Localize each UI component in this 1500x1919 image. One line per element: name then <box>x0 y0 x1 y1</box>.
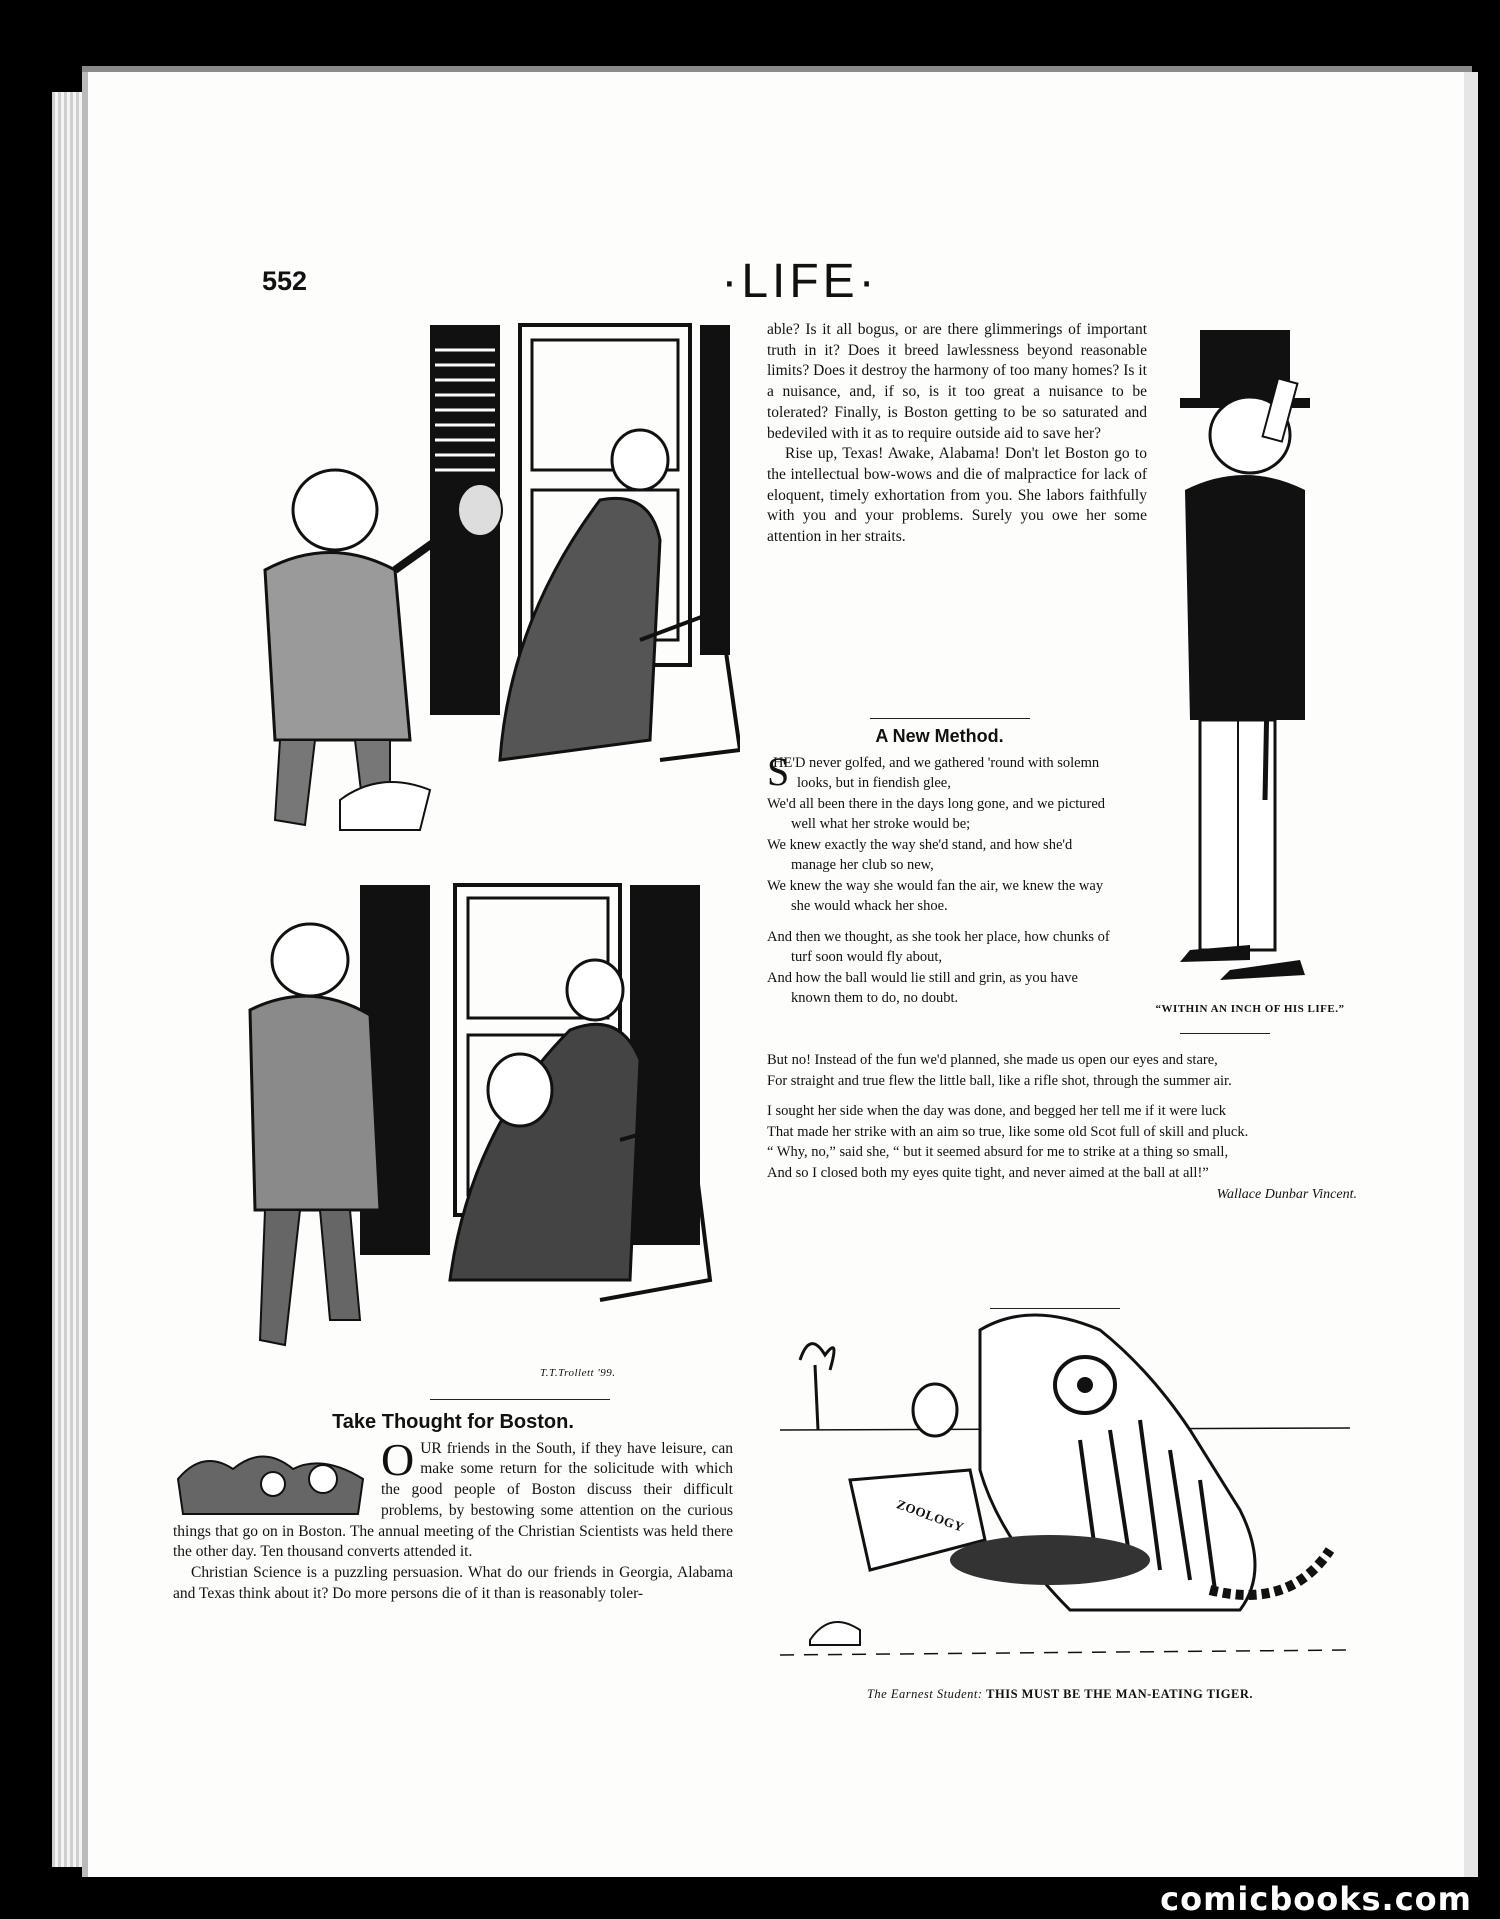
poem-line-10: That made her strike with an aim so true, like some old Scot full of skill and pluck. <box>767 1123 1249 1140</box>
poem-line-8: For straight and true flew the little ball, like a rifle shot, through the summer air. <box>767 1072 1232 1089</box>
poem-line-5: And then we thought, as she took her place, how chunks of turf soon would fly about, <box>767 928 1110 966</box>
porch-illustration-bottom <box>220 880 740 1380</box>
page-stack-edge <box>52 92 86 1867</box>
poem-line-1-text: HE'D never golfed, and we gathered 'round with solemn looks, but in fiendish glee, <box>773 754 1100 792</box>
boston-heading: Take Thought for Boston. <box>332 1411 574 1433</box>
poem-line-11: “ Why, no,” said she, “ but it seemed absurd for me to strike at a thing so small, <box>767 1144 1229 1160</box>
poem-wide-section <box>767 1050 1357 1206</box>
masthead-title: ·LIFE· <box>721 255 879 308</box>
tiger-caption-text: THIS MUST BE THE MAN-EATING TIGER. <box>986 1687 1253 1701</box>
boston-para-1: UR friends in the South, if they have leisure, can make some return for the solicitude with which the good people of Boston discuss their difficult problems, by bestowing some attention on the curious things that go on in Boston. The annual meeting of the Christian Scientists was held there the other day. Ten thousand converts attended it. <box>173 1439 733 1561</box>
boston-vignette <box>173 1439 373 1519</box>
poem-line-6: And how the ball would lie still and grin, as you have known them to do, no doubt. <box>767 969 1078 1007</box>
watermark: comicbooks.com <box>1160 1880 1472 1918</box>
boston-para-3: Rise up, Texas! Awake, Alabama! Don't let Boston go to the intellectual bow-wows and die of malpractice for lack of eloquent, timely exhortation from you. She labors faithfully with you and your problems. Surely you owe her some attention in her straits. <box>767 445 1147 546</box>
poem-line-9: I sought her side when the day was done, and begged her tell me if it were luck <box>767 1103 1227 1119</box>
boston-para-2: Christian Science is a puzzling persuasion. What do our friends in Georgia, Alabama and Texas think about it? Do more persons die of it than is reasonably toler- <box>173 1563 733 1602</box>
top-hat-caption: “WITHIN AN INCH OF HIS LIFE.” <box>1155 1003 1345 1015</box>
poem-line-1: S HE'D never golfed, and we gathered 'round with solemn looks, but in fiendish glee, <box>767 748 1100 794</box>
tiger-illustration <box>770 1310 1360 1680</box>
porch-illustration-top <box>180 320 740 860</box>
boston-article-middle <box>767 320 1147 548</box>
boston-article-left <box>173 1412 733 1604</box>
poem-line-2: We'd all been there in the days long gone, and we pictured well what her stroke would be; <box>767 795 1106 833</box>
poem-author: Wallace Dunbar Vincent. <box>1216 1187 1357 1202</box>
page-number: 552 <box>262 266 308 296</box>
boston-para-2-cont: able? Is it all bogus, or are there glimmerings of important truth in it? Does it breed lawlessness beyond reasonable limits? Does it destroy the harmony of too many homes? Is it a nuisance, and, if so, is it too great a nuisance to be tolerated? Finally, is Boston getting to be so saturated and bedeviled with it as to require outside aid to save her? <box>767 321 1147 442</box>
poem-top-rule <box>870 718 1030 719</box>
artist-signature: T.T.Trollett '99. <box>540 1367 616 1379</box>
poem-bottom-rule <box>990 1308 1120 1309</box>
poem-line-3: We knew exactly the way she'd stand, and how she'd manage her club so new, <box>767 836 1073 874</box>
poem-section <box>767 726 1112 1009</box>
boston-top-rule <box>430 1399 610 1400</box>
top-hat-caption-rule <box>1180 1033 1270 1034</box>
poem-line-12: And so I closed both my eyes quite tight, and never aimed at the ball at all!” <box>767 1164 1209 1181</box>
tiger-caption <box>800 1687 1320 1702</box>
top-hat-man-illustration <box>1120 320 1370 1000</box>
tiger-caption-speaker: The Earnest Student: <box>866 1687 983 1701</box>
poem-line-4: We knew the way she would fan the air, we knew the way she would whack her shoe. <box>767 877 1104 915</box>
tiger-book-label: ZOOLOGY <box>894 1496 967 1535</box>
boston-dropcap: O <box>381 1433 415 1485</box>
poem-heading: A New Method. <box>875 726 1004 746</box>
poem-line-7: But no! Instead of the fun we'd planned, she made us open our eyes and stare, <box>767 1052 1218 1068</box>
